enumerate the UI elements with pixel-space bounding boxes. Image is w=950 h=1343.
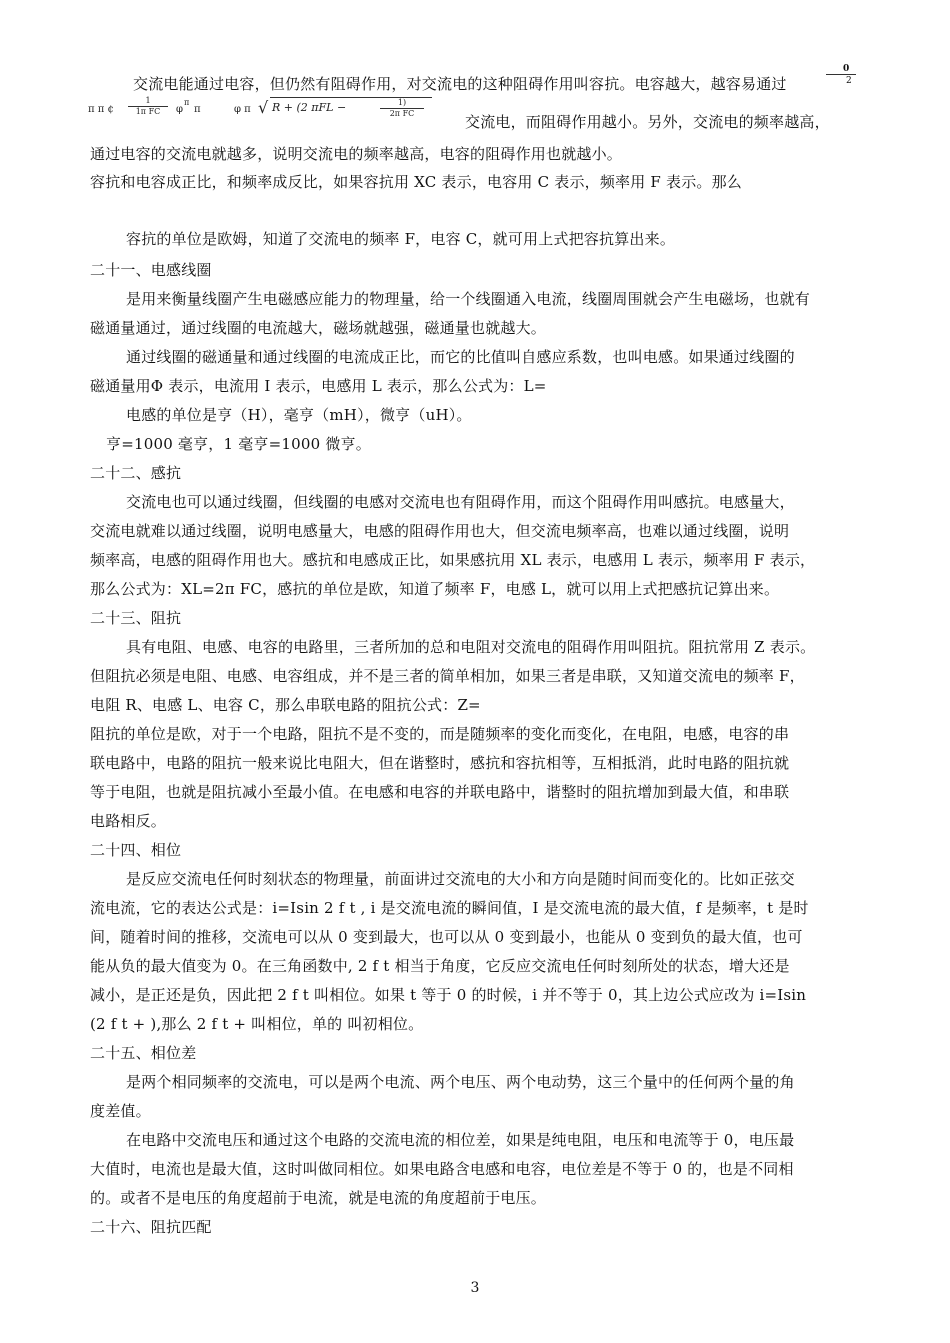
paragraph-line: 大值时，电流也是最大值，这时叫做同相位。如果电路含电感和电容，电位差是不等于 0 的，也是不同相 xyxy=(90,1160,794,1178)
fraction-numerator: 1 xyxy=(145,96,151,105)
formula-superscript: π xyxy=(184,98,190,107)
square-root-sign: √ xyxy=(258,98,269,117)
paragraph-line: 阻抗的单位是欧，对于一个电路，阻抗不是不变的，而是随频率的变化而变化，在电阻，电感，电容的串 xyxy=(90,725,790,743)
paragraph-line: 具有电阻、电感、电容的电路里，三者所加的总和电阻对交流电的阻碍作用叫阻抗。阻抗常用 Z 表示。 xyxy=(126,638,816,656)
capacitive-reactance-formula-image xyxy=(88,96,468,122)
paragraph-line: 磁通量用Φ 表示，电流用 I 表示，电感用 L 表示，那么公式为：L= xyxy=(90,377,547,395)
paragraph-line: 但阻抗必须是电阻、电感、电容组成，并不是三者的简单相加，如果三者是串联，又知道交流电的频率 F， xyxy=(90,667,805,685)
paragraph-line: 等于电阻，也就是阻抗减小至最小值。在电感和电容的并联电路中，谐整时的阻抗增加到最大值，和串联 xyxy=(90,783,790,801)
paragraph-line: 减小，是正还是负，因此把 2 f t 叫相位。如果 t 等于 0 的时候，i 并不等于 0，其上边公式应改为 i=Isin xyxy=(90,986,807,1004)
paragraph-line: 亨=1000 毫亨，1 毫亨=1000 微亨。 xyxy=(106,435,371,453)
formula-fragment: φ xyxy=(176,104,184,115)
formula-fraction xyxy=(128,96,168,116)
square-root-content: R + (2 πFL − xyxy=(272,101,347,114)
fraction-numerator: 1) xyxy=(397,98,407,107)
paragraph-line: 磁通量通过，通过线圈的电流越大，磁场就越强，磁通量也就越大。 xyxy=(90,319,547,337)
paragraph-line: 通过电容的交流电就越多，说明交流电的频率越高，电容的阻碍作用也就越小。 xyxy=(90,145,623,163)
paragraph-line: 交流电能通过电容，但仍然有阻碍作用，对交流电的这种阻碍作用叫容抗。电容越大，越容易通过 xyxy=(133,75,787,93)
page-number: 3 xyxy=(470,1280,480,1296)
corner-mark-top: 0 xyxy=(843,64,850,74)
formula-fragment: π xyxy=(194,104,201,115)
paragraph-line: 是两个相同频率的交流电，可以是两个电流、两个电压、两个电动势，这三个量中的任何两个量的角 xyxy=(126,1073,795,1091)
fraction-denominator: 2π FC xyxy=(389,109,415,118)
paragraph-line: 电阻 R、电感 L、电容 C，那么串联电路的阻抗公式：Z= xyxy=(90,696,481,714)
paragraph-line: 频率高，电感的阻碍作用也大。感抗和电感成正比，如果感抗用 XL 表示，电感用 L 表示，频率用 F 表示， xyxy=(90,551,816,569)
formula-fragment: π π ¢ xyxy=(88,104,114,115)
fraction-denominator: 1π FC xyxy=(135,107,161,116)
section-heading: 二十五、相位差 xyxy=(90,1044,197,1062)
paragraph-line: 容抗和电容成正比，和频率成反比，如果容抗用 XC 表示，电容用 C 表示，频率用 F 表示。那么 xyxy=(90,173,742,191)
paragraph-line: 联电路中，电路的阻抗一般来说比电阻大，但在谐整时，感抗和容抗相等，互相抵消，此时电路的阻抗就 xyxy=(90,754,790,772)
paragraph-line: 度差值。 xyxy=(90,1102,151,1120)
paragraph-line: 交流电就难以通过线圈，说明电感量大，电感的阻碍作用也大，但交流电频率高，也难以通过线圈，说明 xyxy=(90,522,790,540)
paragraph-line: 那么公式为：XL=2π FC，感抗的单位是欧，知道了频率 F，电感 L，就可以用上式把感抗记算出来。 xyxy=(90,580,780,598)
paragraph-line: 流电流，它的表达公式是：i=Isin 2 f t , i 是交流电流的瞬间值，I 是交流电流的最大值，f 是频率，t 是时 xyxy=(90,899,809,917)
paragraph-line: 的。或者不是电压的角度超前于电流，就是电流的角度超前于电压。 xyxy=(90,1189,547,1207)
paragraph-line: 通过线圈的磁通量和通过线圈的电流成正比，而它的比值叫自感应系数，也叫电感。如果通过线圈的 xyxy=(126,348,795,366)
corner-mark-bottom: 2 xyxy=(846,76,852,86)
formula-fraction xyxy=(380,98,424,118)
paragraph-line: 间，随着时间的推移，交流电可以从 0 变到最大，也可以从 0 变到最小，也能从 0 变到负的最大值，也可 xyxy=(90,928,803,946)
section-heading: 二十二、感抗 xyxy=(90,464,182,482)
section-heading: 二十四、相位 xyxy=(90,841,182,859)
paragraph-line: 电感的单位是亨（H），毫亨（mH），微亨（uH）。 xyxy=(126,406,472,424)
paragraph-line: 交流电也可以通过线圈，但线圈的电感对交流电也有阻碍作用，而这个阻碍作用叫感抗。电感量大， xyxy=(126,493,795,511)
paragraph-line: (2 f t + ),那么 2 f t + 叫相位，单的 叫初相位。 xyxy=(90,1015,424,1033)
paragraph-line: 容抗的单位是欧姆，知道了交流电的频率 F，电容 C，就可用上式把容抗算出来。 xyxy=(126,230,676,248)
paragraph-line: 交流电，而阻碍作用越小。另外，交流电的频率越高， xyxy=(465,113,830,131)
fraction-bar xyxy=(826,74,856,75)
section-heading: 二十一、电感线圈 xyxy=(90,261,212,279)
formula-fragment: φ π xyxy=(234,104,251,115)
section-heading: 二十三、阻抗 xyxy=(90,609,182,627)
paragraph-line: 在电路中交流电压和通过这个电路的交流电流的相位差，如果是纯电阻，电压和电流等于 0，电压最 xyxy=(126,1131,795,1149)
paragraph-line: 能从负的最大值变为 0。在三角函数中, 2 f t 相当于角度，它反应交流电任何时刻所处的状态，增大还是 xyxy=(90,957,790,975)
formula-fragment-corner xyxy=(826,60,860,90)
section-heading: 二十六、阻抗匹配 xyxy=(90,1218,212,1236)
paragraph-line: 电路相反。 xyxy=(90,812,167,830)
paragraph-line: 是用来衡量线圈产生电磁感应能力的物理量，给一个线圈通入电流，线圈周围就会产生电磁场，也就有 xyxy=(126,290,811,308)
paragraph-line: 是反应交流电任何时刻状态的物理量，前面讲过交流电的大小和方向是随时间而变化的。比如正弦交 xyxy=(126,870,795,888)
